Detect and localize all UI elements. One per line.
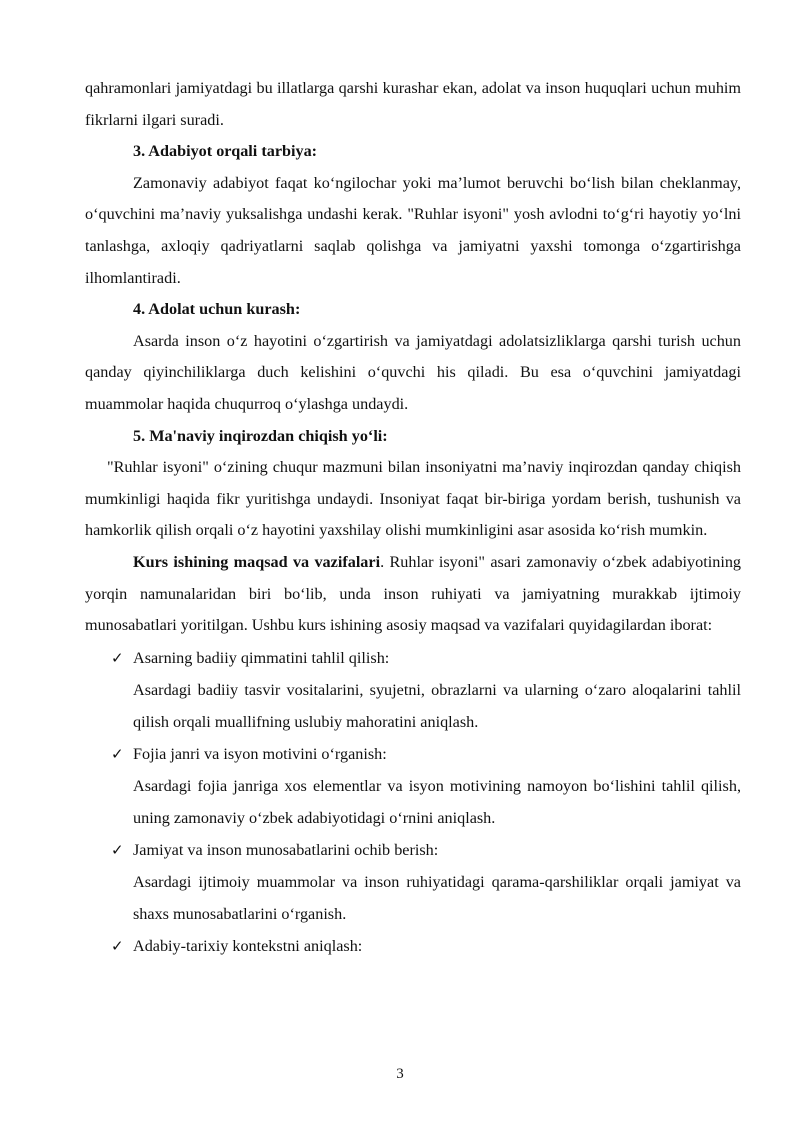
checklist-item-body: Asardagi fojia janriga xos elementlar va isyon motivining namoyon bo‘lishini tahlil qilish, uning zamonaviy o‘zbek adabiyotidagi o‘rnini aniqlash. (133, 776, 741, 827)
document-page (85, 73, 741, 962)
checklist-item (85, 642, 741, 738)
checklist-item (85, 738, 741, 834)
paragraph-adolat-kurash: Asarda inson o‘z hayotini o‘zgartirish va jamiyatdagi adolatsizliklarga qarshi turish uchun qanday qiyinchiliklarga duch kelishini o‘quvchi his qiladi. Bu esa o‘quvchini jamiyatdagi muammolar haqida chuqurroq o‘ylashga undaydi. (85, 331, 741, 413)
checklist-item-body: Asardagi ijtimoiy muammolar va inson ruhiyatidagi qarama-qarshiliklar orqali jamiyat va shaxs munosabatlarini o‘rganish. (133, 872, 741, 923)
checklist-item-title: Fojia janri va isyon motivini o‘rganish: (133, 744, 387, 763)
page-number: 3 (396, 1066, 404, 1082)
checklist-item-body: Asardagi badiiy tasvir vositalarini, syujetni, obrazlarni va ularning o‘zaro aloqalarini tahlil qilish orqali muallifning uslubiy mahoratini aniqlash. (133, 680, 741, 731)
kurs-maqsad-bold: Kurs ishining maqsad va vazifalari (133, 552, 381, 571)
heading-adabiyot-orqali-tarbiya: 3. Adabiyot orqali tarbiya: (133, 142, 318, 161)
checklist-item-title: Jamiyat va inson munosabatlarini ochib berish: (133, 840, 439, 859)
checklist-item-title: Asarning badiiy qimmatini tahlil qilish: (133, 648, 390, 667)
paragraph-manaviy-inqiroz: "Ruhlar isyoni" o‘zining chuqur mazmuni bilan insoniyatni ma’naviy inqirozdan qanday chiqish mumkinligi haqida fikr yuritishga undaydi. Insoniyat faqat bir-biriga yordam berish, tushunish va hamkorlik qilish orqali o‘z hayotini yaxshilay olishi mumkinligini asar asosida ko‘rish mumkin. (85, 458, 741, 540)
paragraph-continuation: qahramonlari jamiyatdagi bu illatlarga qarshi kurashar ekan, adolat va inson huquqlari uchun muhim fikrlarni ilgari suradi. (85, 79, 741, 129)
checkmark-icon: ✓ (111, 648, 124, 667)
checkmark-icon: ✓ (111, 936, 124, 955)
heading-manaviy-inqiroz: 5. Ma'naviy inqirozdan chiqish yo‘li: (133, 426, 388, 445)
checklist-item-title: Adabiy-tarixiy kontekstni aniqlash: (133, 936, 363, 955)
heading-adolat-uchun-kurash: 4. Adolat uchun kurash: (133, 300, 301, 319)
paragraph-adabiyot-tarbiya: Zamonaviy adabiyot faqat ko‘ngilochar yoki ma’lumot beruvchi bo‘lish bilan cheklanmay, o‘quvchini ma’naviy yuksalishga undashi kerak. "Ruhlar isyoni" yosh avlodni to‘g‘ri hayotiy yo‘lni tanlashga, axloqiy qadriyatlarni saqlab qolishga va jamiyatni yaxshi tomonga o‘zgartirishga ilhomlantiradi. (85, 173, 741, 287)
kurs-maqsad-text: . Ruhlar isyoni" asari zamonaviy o‘zbek adabiyotining yorqin namunalaridan biri bo‘lib, unda inson ruhiyati va jamiyatning murakkab ijtimoiy munosabatlari yoritilgan. Ushbu kurs ishining asosiy maqsad va vazifalari quyidagilardan iborat: (85, 552, 742, 635)
paragraph-kurs-maqsad (85, 547, 741, 642)
checkmark-icon: ✓ (111, 744, 124, 763)
checklist-item (85, 930, 741, 962)
checklist-item (85, 834, 741, 930)
checkmark-icon: ✓ (111, 840, 124, 859)
